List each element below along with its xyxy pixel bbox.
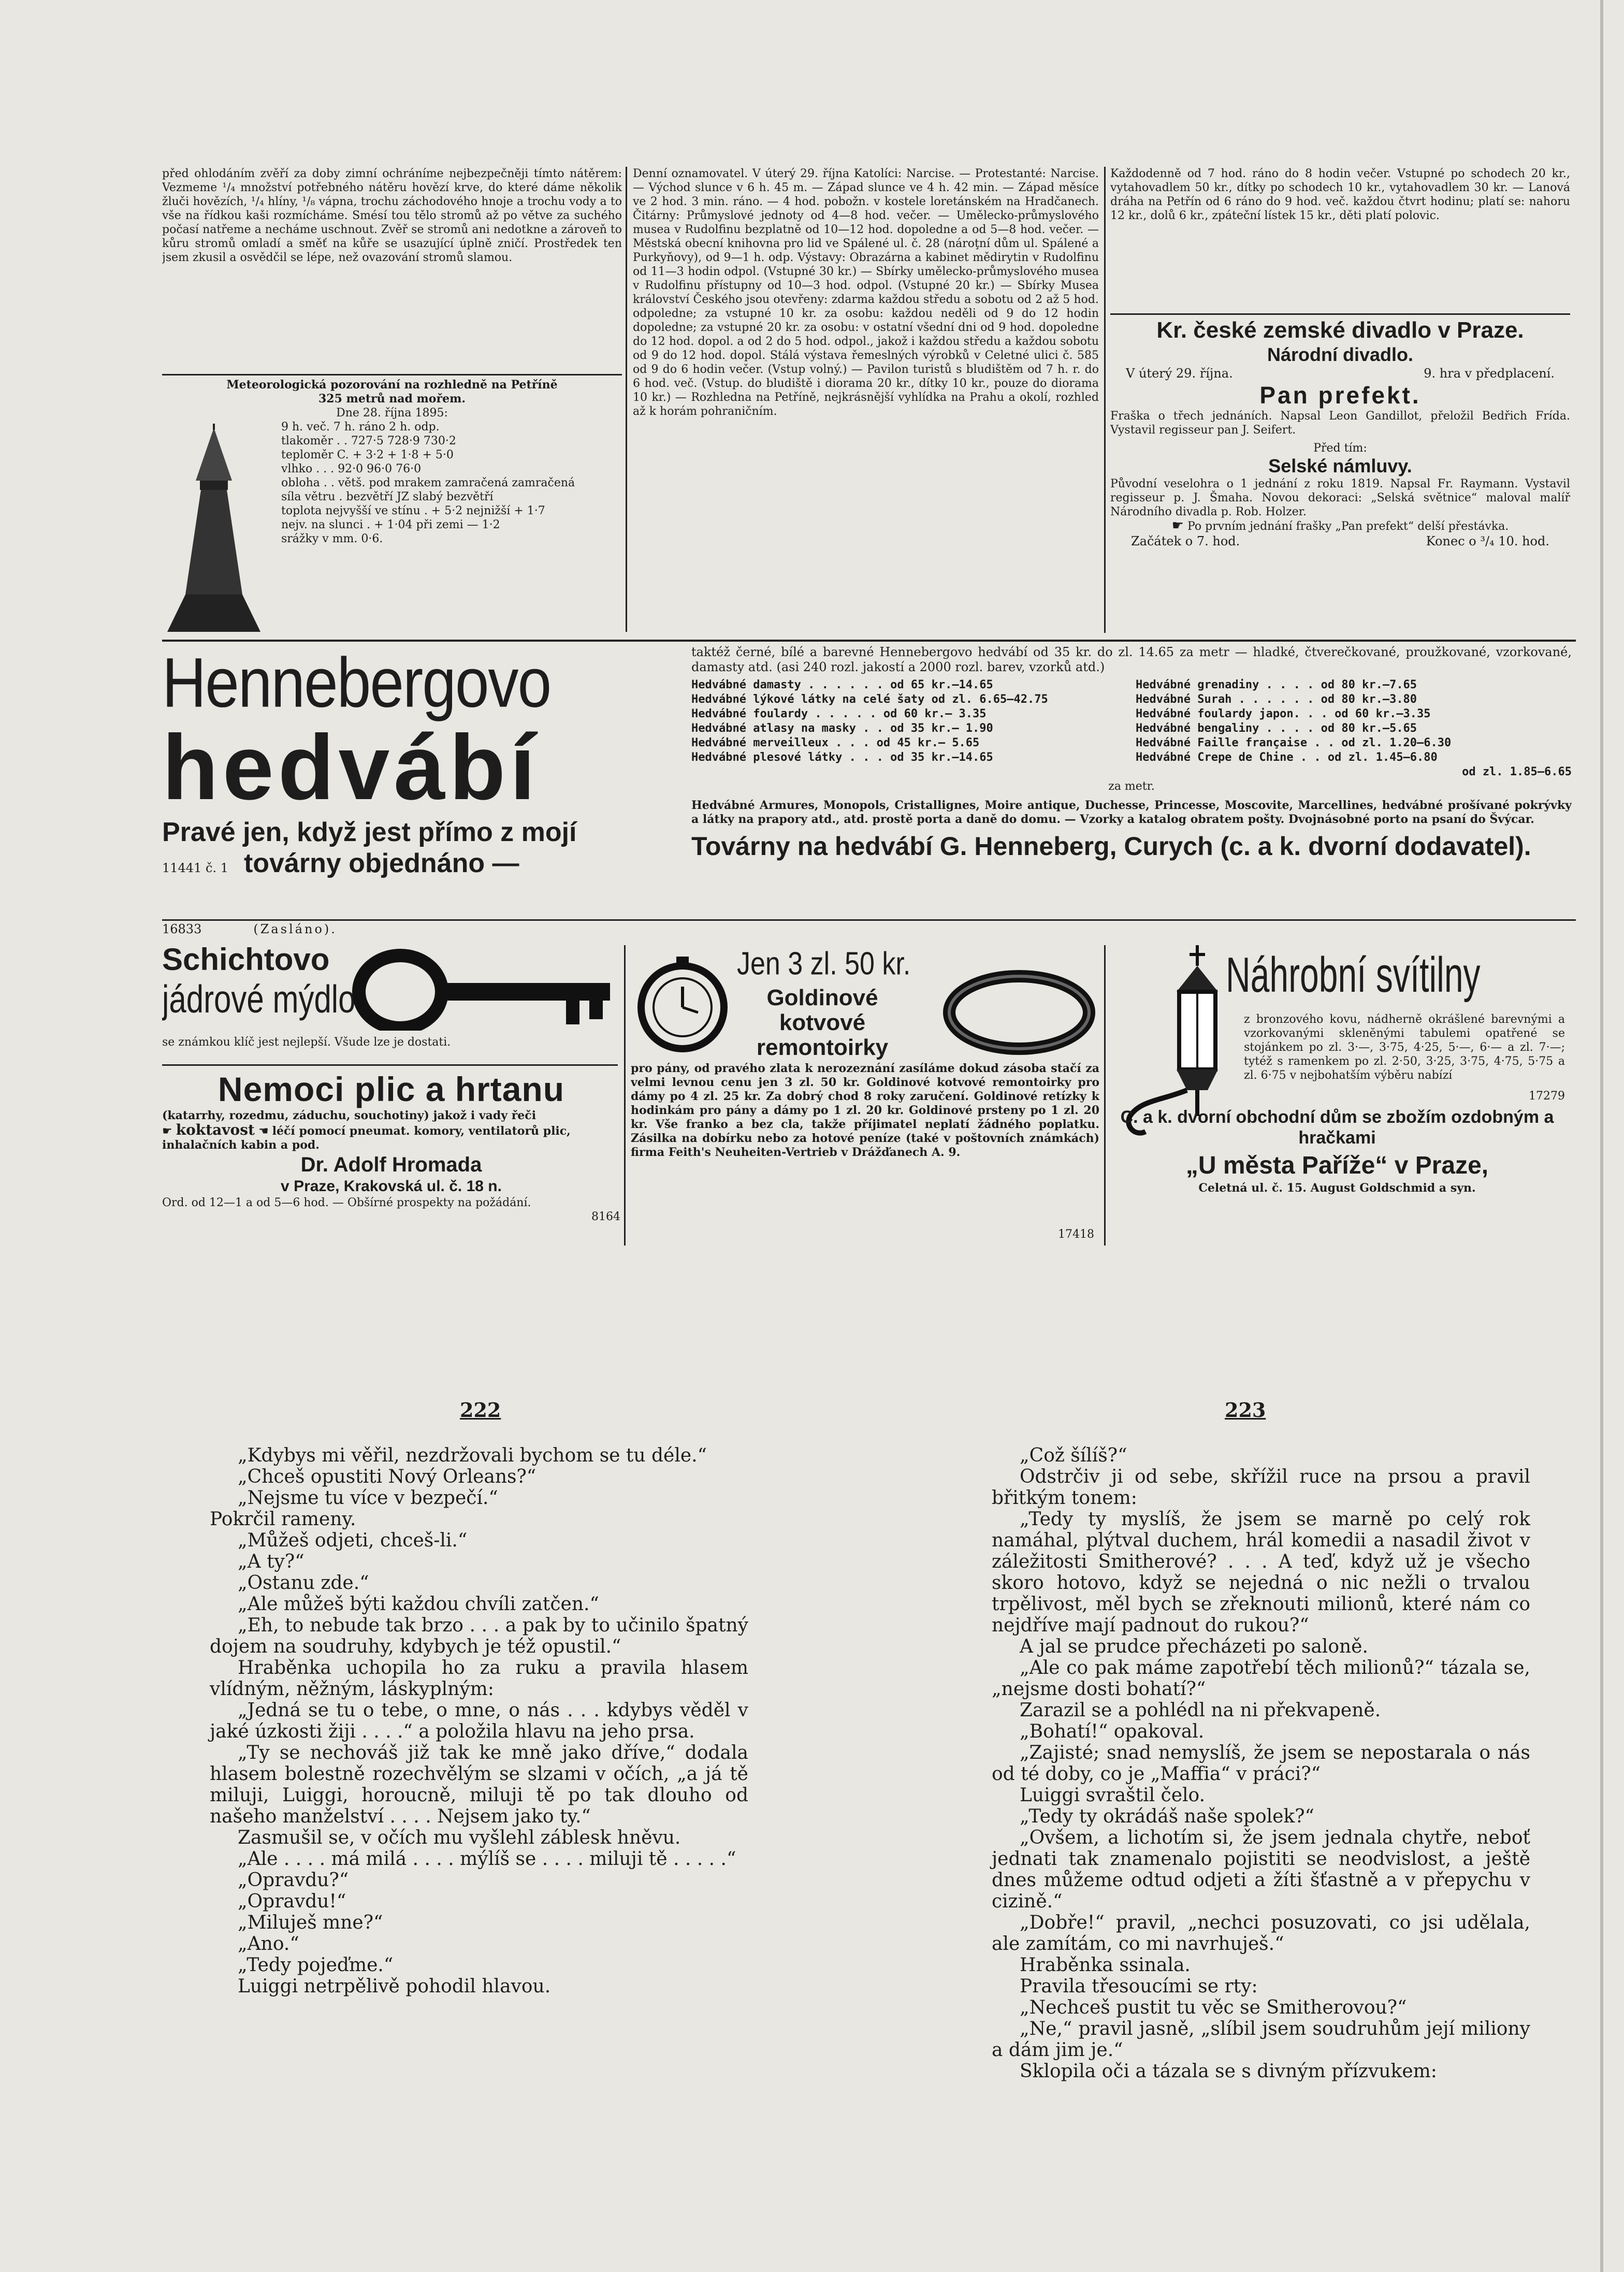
novel-paragraph: „Miluješ mne?“ — [238, 1912, 383, 1933]
trees-text: před ohlodáním zvěří za doby zimní ochráníme nejbezpečněji tímto nátěrem: Vezmeme ¹/₄ množství potřebného nátěru hovězí krve, do které dáme několik žluči hovězích, ¹/₄ hlíny, ¹/₈ vápna, trochu záchodového hnoje a trochu vody a to vše na řídkou kaši rozmícháme. Smésí tou tělo stromů až po větve za suchého počasí natřeme a necháme uschnout. Zvěř se stromů ani nedotkne a zároveň to kůru stromů omladí a směť na kůře se usazující úplně zničí. Prostředek ten jsem zkusil a osvědčil se lépe, než ovazování stromů slamou. — [162, 167, 622, 264]
novel-paragraph: „Jedná se tu o tebe, o mne, o nás . . . kdybys věděl v jaké úzkosti žiji . . . .“ a položila hlavu na jeho prsa. — [210, 1700, 748, 1742]
zaslano-label: (Zasláno). — [253, 922, 337, 936]
meteo-row: vlhko . . . 92·0 96·0 76·0 — [281, 462, 422, 475]
pointing-hand-icon: ☚ — [258, 1125, 269, 1138]
novel-paragraph: „Bohatí!“ opakoval. — [1020, 1721, 1205, 1742]
novel-paragraph: Luiggi netrpělivě pohodil hlavou. — [238, 1976, 551, 1997]
henneberg-slogan-row — [162, 848, 680, 879]
watch-number: 17418 — [1058, 1228, 1094, 1241]
meteo-row: obloha . . větš. pod mrakem zamračená zamračená — [281, 476, 575, 489]
novel-page-left — [210, 1445, 748, 1997]
lamps-store: „U města Paříže“ v Praze, — [1185, 1152, 1489, 1179]
lung-number: 8164 — [591, 1210, 620, 1223]
price-list-left — [691, 678, 1127, 779]
henneberg-slogan: Pravé jen, když jest přímo z mojí — [162, 817, 577, 847]
watch-price: Jen 3 zl. 50 kr. — [737, 946, 911, 982]
novel-paragraph: „Ne,“ pravil jasně, „slíbil jsem soudruhům její miliony a dám jim je.“ — [992, 2018, 1530, 2061]
page-number-right: 223 — [1225, 1398, 1266, 1422]
price-row: Hedvábné merveilleux . . . od 45 kr.— 5.65 — [691, 736, 980, 749]
meteo-header: 9 h. več. 7 h. ráno 2 h. odp. — [281, 421, 440, 433]
watch-ad — [631, 945, 1099, 1246]
theatre-subscription: 9. hra v předplacení. — [1424, 366, 1555, 381]
novel-paragraph: Pokrčil rameny. — [210, 1509, 356, 1530]
meteo-row: srážky v mm. 0·6. — [281, 532, 383, 545]
divider — [626, 167, 627, 632]
lung-text-2: léčí pomocí pneumat. komory, ventilatorů plic, inhalačních kabin a pod. — [162, 1124, 571, 1152]
novel-paragraph: Zasmušil se, v očích mu vyšlehl záblesk hněvu. — [238, 1827, 681, 1848]
grave-lamps-ad — [1109, 945, 1575, 1246]
meteo-subtitle: 325 metrů nad mořem. — [318, 392, 466, 406]
henneberg-product: hedvábí — [162, 716, 540, 819]
novel-paragraph: „Ostanu zde.“ — [238, 1572, 369, 1594]
price-row: Hedvábné damasty . . . . . . od 65 kr.—14.65 — [691, 678, 993, 691]
price-row: Hedvábné atlasy na masky . . od 35 kr.— 1.90 — [691, 722, 993, 735]
play-times — [1110, 533, 1570, 549]
meteo-title: Meteorologická pozorování na rozhledně na Petříně — [226, 378, 558, 392]
soap-title-2: jádrové mýdlo — [162, 977, 356, 1021]
soap-tagline: se známkou klíč jest nejlepší. Všude lze je dostati. — [162, 1036, 451, 1049]
pointing-hand-icon: ☛ — [1171, 518, 1184, 533]
daily-notices-text: Denní oznamovatel. V úterý 29. října Katolíci: Narcise. — Protestanté: Narcise. — Východ slunce v 6 h. 45 m. — Západ slunce ve 4 h. 42 min. — Západ měsíce ve 2 hod. 3 min. ráno. — 4 hod. pobožn. v kostele loretánském na Hradčanech. Čitárny: Průmyslové jednoty od 4—8 hod. večer. — Umělecko-průmyslového musea v Rudolfinu bezplatně od 10—12 hod. dopoledne a od 5—8 hod. večer. — Městská obecní knihovna pro lid ve Spálené ul. č. 28 (nároţní dům ul. Spálené a Purkyňovy), od 9—1 h. odp. Výstavy: Obrazárna a kabinet mědirytin v Rudolfinu od 11—3 hodin odpol. (Vstupné 30 kr.) — Sbírky umělecko-průmyslového musea v Rudolfinu přístupny od 10—3 hod. odpol. (Vstupné 20 kr.) — Sbírky Musea království Českého jsou otevřeny: zdarma každou středu a sobotu od 2 až 5 hod. odpoledne; za vstupné 10 kr. za osobu: každou neděli od 9 do 12 hodin dopoledne; za vstupné 20 kr. za osobu: v ostatní všední dni od 9 hod. dopoledne do 12 hod. dopol. a od 2 do 5 hod. odpol., jakož i každou středu a každou sobotu od 9 do 12 hod. dopol. Stálá výstava řemeslných výrobků v Celetné ulici č. 585 od 9 do 6 hodin večer. (Vstup volný.) — Pavilon turistů s bludištěm od 7 h. r. do 6 hod. več. (Vstup. do bludiště i diorama 20 kr., dítky 10 kr., pouze do diorama 10 kr.) — Rozhledna na Petříně, nejkrásnější vyhlídka na Prahu a okolí, rozhled až k horám pohraničním. — [633, 167, 1099, 418]
watch-title-2: kotvové remontoirky — [756, 1010, 889, 1060]
novel-paragraph: „Nechceš pustit tu věc se Smitherovou?“ — [1020, 1997, 1407, 2018]
novel-paragraph: Sklopila oči a tázala se s divným přízvukem: — [1020, 2061, 1437, 2082]
novel-page-right — [992, 1445, 1530, 2082]
lung-title: Nemoci plic a hrtanu — [218, 1070, 565, 1108]
novel-paragraph: „Tedy pojeďme.“ — [238, 1955, 394, 1976]
pocket-watch-icon — [631, 950, 734, 1054]
divider — [1110, 313, 1570, 315]
ring-icon — [941, 961, 1097, 1064]
watch-text: pro pány, od pravého zlata k nerozeznání zasíláme dokud zásoba stačí za velmi levnou cenu jen 3 zl. 50 kr. Goldinové kotvové remontoirky pro dámy po 4 zl. 25 kr. Za dobrý chod 8 roky zaručení. Goldinové retízky k hodinkám pro pány a dámy po 1 zl. 20 kr. Goldinové prsteny po 1 zl. 20 kr. Vše franko a bez cla, takže příjimatel neplatí žádného poplatku. Zásilka na dobírku nebo za hotové peníze (také v poštovních známkách) firma Feith's Neuheiten-Vertrieb v Drážďanech A. 9. — [631, 1062, 1099, 1159]
meteo-date: Dne 28. října 1895: — [336, 407, 448, 419]
divider — [1104, 945, 1106, 1246]
meteo-row: síla větru . bezvětří JZ slabý bezvětří — [281, 490, 494, 503]
theatre-date: V úterý 29. října. — [1126, 366, 1233, 381]
novel-paragraph: Luiggi svraštil čelo. — [1020, 1785, 1206, 1806]
novel-paragraph: A jal se prudce přecházeti po saloně. — [1020, 1636, 1368, 1657]
henneberg-ad-left — [162, 645, 680, 932]
lamps-address: Celetná ul. č. 15. August Goldschmid a syn. — [1198, 1181, 1476, 1195]
novel-paragraph: Pravila třesoucími se rty: — [1020, 1976, 1258, 1997]
lamps-title: Náhrobní svítilny — [1226, 946, 1481, 1003]
pointing-hand-icon: ☛ — [162, 1125, 172, 1138]
price-row: Hedvábné lýkové látky na celé šaty od zl. 6.65—42.75 — [691, 693, 1048, 706]
novel-paragraph: „Ty se nechováš již tak ke mně jako dříve,“ dodala hlasem bolestně rozechvělým se slzami v očích, „a já tě miluji, Luiggi, horoucně, miluji tě po tak dlouho od našeho manželství . . . . Nejsem jako ty.“ — [210, 1742, 748, 1827]
price-row: Hedvábné grenadiny . . . . od 80 kr.—7.65 — [1136, 678, 1417, 691]
novel-paragraph: „Dobře!“ pravil, „nechci posuzovati, co jsi udělala, ale zamítám, co mi navrhuješ.“ — [992, 1912, 1530, 1955]
petrin-tower-icon — [165, 424, 263, 636]
divider — [1104, 167, 1106, 633]
start-time: Začátek o 7. hod. — [1131, 534, 1240, 548]
per-meter: za metr. — [1108, 780, 1155, 793]
before-label: Před tím: — [1313, 442, 1367, 455]
novel-paragraph: „Ale můžeš býti každou chvíli zatčen.“ — [238, 1594, 599, 1615]
price-row: Hedvábné Faille française . . od zl. 1.20—6.30 — [1136, 736, 1452, 749]
lamps-number: 17279 — [1529, 1090, 1565, 1103]
novel-paragraph: „Tedy ty myslíš, že jsem se marně po celý rok namáhal, plýtval duchem, hrál komedii a nasadil život v záležitosti Smitherové? . . . A teď, když už je všecho skoro hotovo, když se nejedná o nic nežli o trvalou trpělivost, měl bych se zřeknouti milionů, které nám co nejdříve mají padnout do rukou?“ — [992, 1509, 1530, 1636]
divider — [624, 945, 626, 1246]
page-number-left: 222 — [460, 1398, 501, 1422]
theatre-subtitle: Národní divadlo. — [1267, 344, 1414, 365]
intermission-text: Po prvním jednání frašky „Pan prefekt“ delší přestávka. — [1187, 520, 1509, 533]
lung-text: (katarrhy, rozedmu, záduchu, souchotiny) jakož i vady řeči — [162, 1109, 536, 1122]
novel-paragraph: „Nejsme tu více v bezpečí.“ — [238, 1487, 498, 1509]
theatre-title: Kr. české zemské divadlo v Praze. — [1156, 317, 1524, 343]
petrin-notice — [1110, 167, 1570, 322]
novel-paragraph: „Zajisté; snad nemyslíš, že jsem se nepostarala o nás od té doby, co je „Maffia“ v práci?“ — [992, 1742, 1530, 1785]
novel-paragraph: Hraběnka uchopila ho za ruku a pravila hlasem vlídným, něžným, láskyplným: — [210, 1657, 748, 1700]
divider — [162, 374, 622, 375]
novel-paragraph: „Ano.“ — [238, 1933, 299, 1955]
price-row: Hedvábné Crepe de Chine . . od zl. 1.45—6.80 — [1136, 751, 1438, 764]
novel-paragraph: „Opravdu!“ — [238, 1891, 346, 1912]
novel-paragraph: Hraběnka ssinala. — [1020, 1955, 1191, 1976]
novel-paragraph: „Tedy ty okrádáš naše spolek?“ — [1020, 1806, 1314, 1827]
divider — [162, 1064, 618, 1066]
henneberg-slogan-2: továrny objednáno — — [243, 848, 519, 878]
novel-paragraph: „Což šílíš?“ — [1020, 1445, 1127, 1466]
novel-paragraph: „Ale co pak máme zapotřebí těch milionů?“ tázala se, „nejsme dosti bohatí?“ — [992, 1657, 1530, 1700]
theatre-program — [1110, 317, 1570, 638]
lamps-text: z bronzového kovu, nádherně okrášlené barevnými a vzorkovanými sklenĕnými tabulemi opatřené se stojánkem po zl. 3·—, 3·75, 4·25, 5·—, 6·— a zl. 7·—; tytéž s ramenkem po zl. 2·50, 3·25, 3·75, 4·75, 5·75 a zl. 6·75 v nejbohatším výběru nabízí — [1244, 1013, 1565, 1082]
key-icon — [349, 948, 618, 1031]
price-row: Hedvábné Surah . . . . . . od 80 kr.—3.80 — [1136, 693, 1417, 706]
divider — [162, 919, 1576, 921]
price-list-right — [1136, 678, 1572, 779]
henneberg-footer: Továrny na hedvábí G. Henneberg, Curych (c. a k. dvorní dodavatel). — [691, 832, 1531, 861]
lung-doctor: Dr. Adolf Hromada — [300, 1153, 482, 1176]
meteo-row: tlakoměr . . 727·5 728·9 730·2 — [281, 435, 456, 447]
henneberg-intro: taktéž černé, bílé a barevné Hennebergovo hedvábí od 35 kr. do zl. 14.65 za metr — hladké, čtverečkované, proužkované, vzorkované, damasty atd. (asi 240 rozl. jakostí a 2000 rozl. barev, vzorků atd.) — [691, 645, 1572, 674]
novel-paragraph: „Můžeš odjeti, chceš-li.“ — [238, 1530, 468, 1551]
novel-paragraph: „Opravdu?“ — [238, 1870, 349, 1891]
lung-cough: koktavost — [176, 1121, 255, 1138]
price-row: Hedvábné plesové látky . . . od 35 kr.—14.65 — [691, 751, 993, 764]
petrin-text: Každodenně od 7 hod. ráno do 8 hodin večer. Vstupné po schodech 20 kr., vytahovadlem 50 kr., dítky po schodech 10 kr., vytahovadlem 30 kr. — Lanová dráha na Petřín od 6 ráno do 9 hod. več. každou čtvrt hodinu; platí se: nahoru 12 kr., dolů 6 kr., zpáteční lístek 15 kr., děti platí polovic. — [1110, 167, 1570, 222]
meteo-row: teploměr C. + 3·2 + 1·8 + 5·0 — [281, 448, 454, 461]
novel-paragraph: Odstrčiv ji od sebe, skřížil ruce na prsou a pravil břitkým tonem: — [992, 1466, 1530, 1509]
henneberg-armures: Hedvábné Armures, Monopols, Cristallignes, Moire antique, Duchesse, Princesse, Moscovite, Marcellines, hedvábné prošívané pokrývky a látky na prapory atd., atd. prostě porta a daně do domu. — Vzorky a katalog obratem pošty. Dvojnásobné porto na psaní do Švýcar. — [691, 799, 1572, 826]
trees-article — [162, 167, 622, 384]
watch-title: Goldinové — [766, 985, 878, 1010]
henneberg-ad-right — [691, 645, 1572, 932]
play-description: Fraška o třech jednáních. Napsal Leon Gandillot, přeložil Bedřich Frída. Vystavil regisseur pan J. Seifert. — [1110, 410, 1570, 437]
price-row: Hedvábné bengaliny . . . . od 80 kr.—5.65 — [1136, 722, 1417, 735]
lamps-firm: C. a k. dvorní obchodní dům se zbožím ozdobným a hračkami — [1120, 1107, 1554, 1148]
lung-cough-row — [162, 1123, 620, 1152]
price-row: Hedvábné foulardy japon. . . od 60 kr.—3.35 — [1136, 707, 1431, 720]
daily-notices — [633, 167, 1099, 632]
lung-hours: Ord. od 12—1 a od 5—6 hod. — Obšírné prospekty na požádání. — [162, 1196, 531, 1209]
novel-paragraph: „Eh, to nebude tak brzo . . . a pak by to učinilo špatný dojem na soudruhy, kdybych je též opustil.“ — [210, 1615, 748, 1657]
lung-disease-ad — [162, 1069, 620, 1246]
novel-paragraph: „Kdybys mi věřil, nezdržovali bychom se tu déle.“ — [238, 1445, 707, 1466]
novel-paragraph: Zarazil se a pohlédl na ni překvapeně. — [1020, 1700, 1381, 1721]
novel-paragraph: „A ty?“ — [238, 1551, 304, 1572]
intermission-note — [1110, 519, 1570, 533]
novel-paragraph: „Ale . . . . má milá . . . . mýlíš se . . . . miluji tě . . . . .“ — [238, 1848, 736, 1870]
divider — [162, 640, 1576, 642]
play-title: Selské námluvy. — [1268, 455, 1412, 476]
novel-paragraph: „Chceš opustiti Nový Orleans?“ — [238, 1466, 536, 1487]
play-description: Původní veselohra o 1 jednání z roku 1819. Napsal Fr. Raymann. Vystavil regisseur p. J. Šmaha. Novou dekoraci: „Selská světnice“ maloval malíř Národního divadla p. Rob. Holzer. — [1110, 477, 1570, 518]
price-table — [691, 678, 1572, 779]
ad-ref-number: 11441 č. 1 — [162, 861, 228, 875]
novel-paragraph: „Ovšem, a lichotím si, že jsem jednala chytře, neboť jednati tak znamenalo pojistiti se neodvislost, a ještě dnes můžeme odtud odjeti a žíti šťastně a v přepychu v cizině.“ — [992, 1827, 1530, 1912]
meteo-row: nejv. na slunci . + 1·04 při zemi — 1·2 — [281, 518, 500, 531]
price-row: Hedvábné foulardy . . . . . od 60 kr.— 3.35 — [691, 707, 987, 720]
meteo-row: toplota nejvyšší ve stínu . + 5·2 nejnižší + 1·7 — [281, 504, 545, 517]
page-edge — [1600, 0, 1603, 2272]
soap-title: Schichtovo — [162, 943, 330, 977]
price-row: od zl. 1.85—6.65 — [1462, 765, 1572, 778]
play-title: Pan prefekt. — [1259, 382, 1421, 409]
henneberg-name: Hennebergovo — [162, 645, 551, 722]
schicht-soap-ad — [162, 943, 628, 1064]
zaslano-row — [162, 922, 576, 936]
lung-address: v Praze, Krakovská ul. č. 18 n. — [281, 1178, 502, 1195]
theatre-date-row — [1110, 366, 1570, 381]
end-time: Konec o ³/₄ 10. hod. — [1426, 534, 1549, 548]
zaslano-number: 16833 — [162, 922, 202, 936]
